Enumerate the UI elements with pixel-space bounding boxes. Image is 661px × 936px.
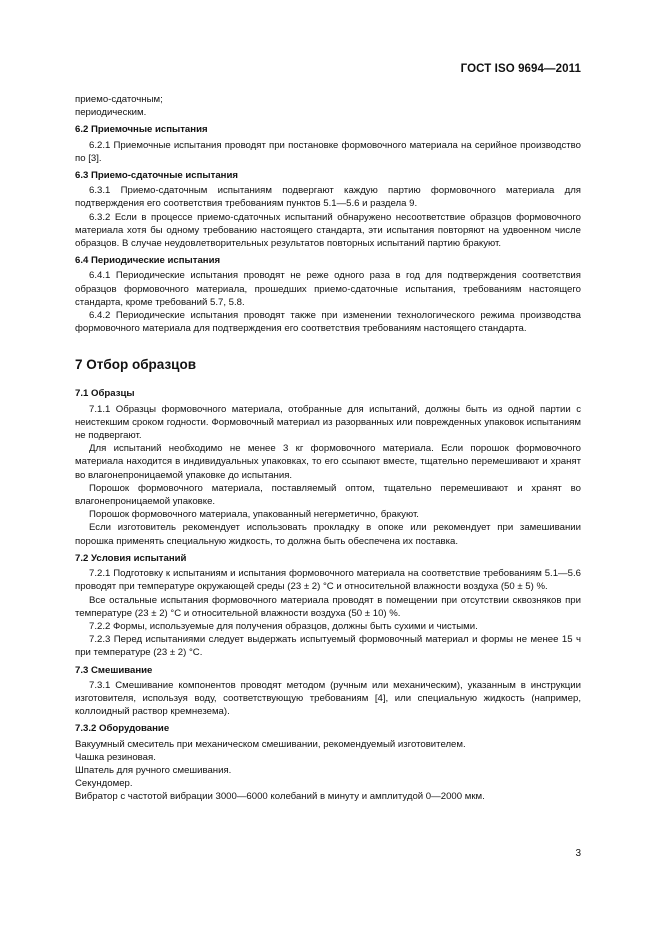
paragraph-6-4-2: 6.4.2 Периодические испытания проводят также при изменении технологического режима производства формовочного материала для подтверждения его соответствия требованиям настоящего стандарта. — [75, 310, 581, 335]
equipment-item: Чашка резиновая. — [75, 751, 156, 763]
paragraph-6-3-2: 6.3.2 Если в процессе приемо-сдаточных испытаний обнаружено несоответствие образцов формовочного материала хотя бы одному требованию настоящего стандарта, эти испытания повторяют на удвоенном числе образцов. В случае неудовлетворительных результатов повторных испытаний партию бракуют. — [75, 211, 581, 250]
heading-7-2: 7.2 Условия испытаний — [75, 552, 187, 564]
paragraph-7-3-1: 7.3.1 Смешивание компонентов проводят методом (ручным или механическим), указанным в инструкции изготовителя, используя воду, соответствующую требованиям [4], или специальную жидкость (например, коллоидный раствор кремнезема). — [75, 679, 581, 718]
paragraph-7-2-3: 7.2.3 Перед испытаниями следует выдержать испытуемый формовочный материал и формы не менее 15 ч при температуре (23 ± 2) °С. — [75, 634, 581, 659]
paragraph-6-3-1: 6.3.1 Приемо-сдаточным испытаниям подвергают каждую партию формовочного материала для подтверждения его соответствия требованиям пунктов 5.1—5.6 и раздела 9. — [75, 185, 581, 210]
page-content — [75, 93, 581, 804]
equipment-item: Шпатель для ручного смешивания. — [75, 764, 232, 776]
heading-6-2: 6.2 Приемочные испытания — [75, 124, 208, 136]
page-number: 3 — [575, 848, 581, 859]
paragraph-7-1-1-c: Порошок формовочного материала, поставляемый оптом, тщательно перемешивают и хранят во влагонепроницаемой упаковке. — [75, 482, 581, 508]
equipment-item: Секундомер. — [75, 778, 133, 790]
paragraph-7-2-1-b: Все остальные испытания формовочного материала проводят в помещении при отсутствии сквозняков при температуре (23 ± 2) °С и относительной влажности воздуха (50 ± 10) %. — [75, 594, 581, 619]
intro-line-1: приемо-сдаточным; — [75, 94, 163, 105]
heading-7-3-2: 7.3.2 Оборудование — [75, 723, 170, 735]
intro-line-2: периодическим. — [75, 107, 147, 119]
heading-7-3: 7.3 Смешивание — [75, 664, 153, 676]
equipment-item: Вибратор с частотой вибрации 3000—6000 колебаний в минуту и амплитудой 0—2000 мкм. — [75, 791, 485, 803]
paragraph-7-1-1-d: Порошок формовочного материала, упакованный негерметично, бракуют. — [89, 509, 419, 521]
paragraph-6-4-1: 6.4.1 Периодические испытания проводят не реже одного раза в год для подтверждения соответствия образцов формовочного материала, прошедших приемо-сдаточные испытания, требованиям настоящего стандарта, кроме требований 5.7, 5.8. — [75, 270, 581, 308]
paragraph-7-1-1-b: Для испытаний необходимо не менее 3 кг формовочного материала. Если порошок формовочного материала находится в индивидуальных упаковках, то его ссыпают вместе, тщательно перемешивают и хранят во влагонепроницаемой упаковке до испытания. — [75, 443, 581, 481]
standard-code-header: ГОСТ ISO 9694—2011 — [460, 63, 581, 75]
paragraph-7-1-1: 7.1.1 Образцы формовочного материала, отобранные для испытаний, должны быть из одной партии с неистекшим сроком годности. Формовочный материал из разорванных или поврежденных упаковок испытаниям не подвергают. — [75, 403, 581, 442]
equipment-item: Вакуумный смеситель при механическом смешивании, рекомендуемый изготовителем. — [75, 738, 466, 750]
paragraph-7-1-1-e: Если изготовитель рекомендует использовать прокладку в опоке или рекомендует при замешивании порошка применять специальную жидкость, то должна быть обеспечена их поставка. — [75, 522, 581, 547]
paragraph-7-2-2: 7.2.2 Формы, используемые для получения образцов, должны быть сухими и чистыми. — [89, 620, 478, 632]
heading-6-4: 6.4 Периодические испытания — [75, 255, 221, 267]
paragraph-7-2-1: 7.2.1 Подготовку к испытаниям и испытания формовочного материала на соответствие требованиям 5.1—5.6 проводят при температуре окружающей среды (23 ± 2) °С и относительной влажности воздуха (50 ± 5) %. — [75, 568, 581, 593]
heading-7-1: 7.1 Образцы — [75, 388, 135, 400]
heading-7: 7 Отбор образцов — [75, 357, 197, 373]
paragraph-6-2-1: 6.2.1 Приемочные испытания проводят при постановке формовочного материала на серийное производство по [3]. — [75, 139, 581, 164]
heading-6-3: 6.3 Приемо-сдаточные испытания — [75, 170, 238, 182]
